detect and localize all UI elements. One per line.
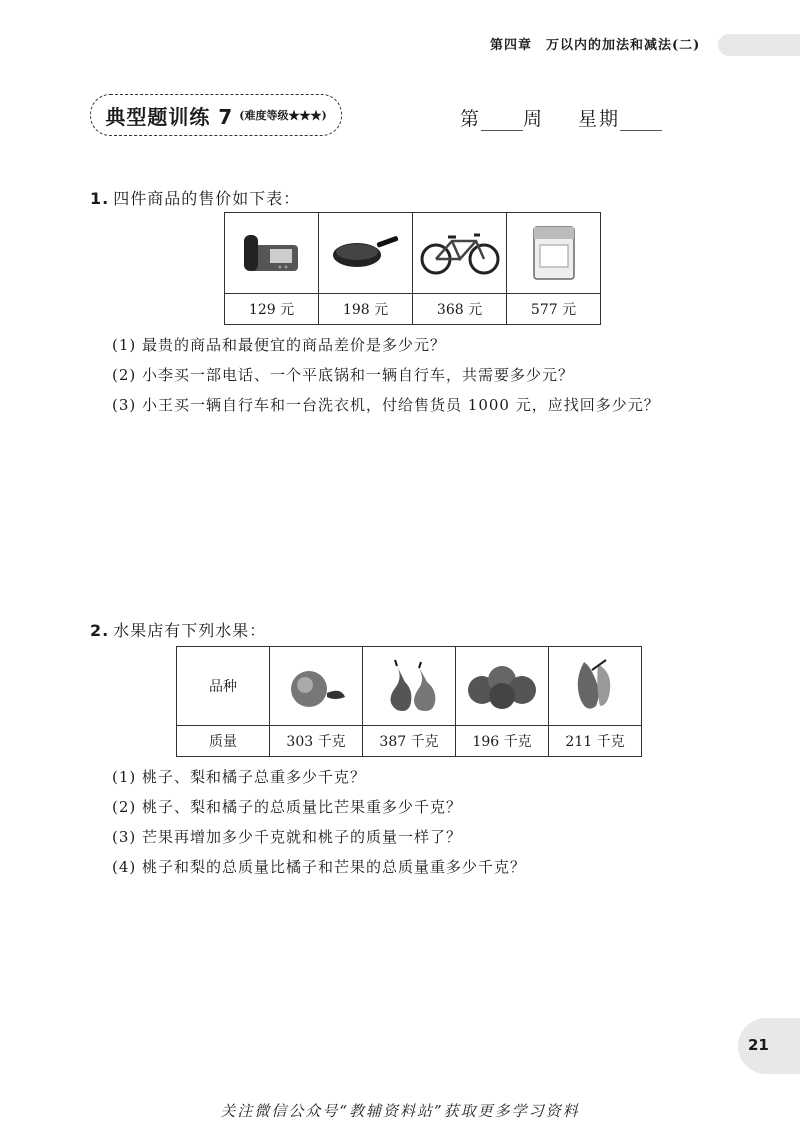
question-text: 水果店有下列水果： xyxy=(113,621,267,640)
weight-cell: 303 千克 xyxy=(270,726,363,757)
question-text: 四件商品的售价如下表： xyxy=(113,189,301,208)
weekday-word: 星期 xyxy=(578,108,621,130)
week-blank[interactable] xyxy=(481,110,523,131)
sub-question: (1) 桃子、梨和橘子总重多少千克？ xyxy=(112,768,367,786)
weight-cell: 211 千克 xyxy=(549,726,642,757)
fruit-cell xyxy=(456,647,549,726)
pear-icon xyxy=(379,656,439,716)
sub-question: (1) 最贵的商品和最便宜的商品差价是多少元？ xyxy=(112,336,447,354)
page-number: 21 xyxy=(748,1036,769,1054)
weight-cell: 387 千克 xyxy=(363,726,456,757)
question-1 xyxy=(90,186,300,209)
price-cell: 129 元 xyxy=(225,294,319,325)
frying-pan-icon xyxy=(331,233,401,273)
product-cell xyxy=(225,213,319,294)
price-table xyxy=(224,212,601,325)
chapter-title: 第四章 万以内的加法和减法(二) xyxy=(490,38,701,53)
weight-cell: 196 千克 xyxy=(456,726,549,757)
question-number: 2. xyxy=(90,621,110,640)
orange-icon xyxy=(464,662,540,710)
week-prefix: 第 xyxy=(460,108,482,130)
sub-question: (2) 小李买一部电话、一个平底锅和一辆自行车，共需要多少元？ xyxy=(112,366,575,384)
sub-question: (3) 芒果再增加多少千克就和桃子的质量一样了？ xyxy=(112,828,463,846)
product-cell xyxy=(413,213,507,294)
price-cell: 368 元 xyxy=(413,294,507,325)
fruit-cell xyxy=(363,647,456,726)
peach-icon xyxy=(283,663,349,709)
row-label: 质量 xyxy=(177,726,270,757)
question-number: 1. xyxy=(90,189,110,208)
telephone-icon xyxy=(240,229,304,277)
chapter-tab xyxy=(718,34,800,56)
price-cell: 577 元 xyxy=(507,294,601,325)
row-label: 品种 xyxy=(177,647,270,726)
week-word: 周 xyxy=(523,108,545,130)
fruit-table xyxy=(176,646,642,757)
washing-machine-icon xyxy=(530,223,578,283)
mango-icon xyxy=(570,656,620,716)
week-line xyxy=(460,104,662,131)
exercise-title: 典型题训练 7 xyxy=(105,104,234,129)
fruit-cell xyxy=(270,647,363,726)
exercise-title-box xyxy=(90,94,342,136)
sub-question: (3) 小王买一辆自行车和一台洗衣机，付给售货员 1000 元，应找回多少元？ xyxy=(112,396,660,414)
sub-question: (4) 桃子和梨的总质量比橘子和芒果的总质量重多少千克？ xyxy=(112,858,527,876)
product-cell xyxy=(507,213,601,294)
weekday-blank[interactable] xyxy=(620,110,662,131)
footer-note: 关注微信公众号“教辅资料站”获取更多学习资料 xyxy=(220,1102,580,1120)
fruit-cell xyxy=(549,647,642,726)
sub-question: (2) 桃子、梨和橘子的总质量比芒果重多少千克？ xyxy=(112,798,463,816)
product-cell xyxy=(319,213,413,294)
difficulty-label: (难度等级★★★) xyxy=(239,109,327,122)
bicycle-icon xyxy=(418,231,502,275)
price-cell: 198 元 xyxy=(319,294,413,325)
question-2 xyxy=(90,618,266,641)
